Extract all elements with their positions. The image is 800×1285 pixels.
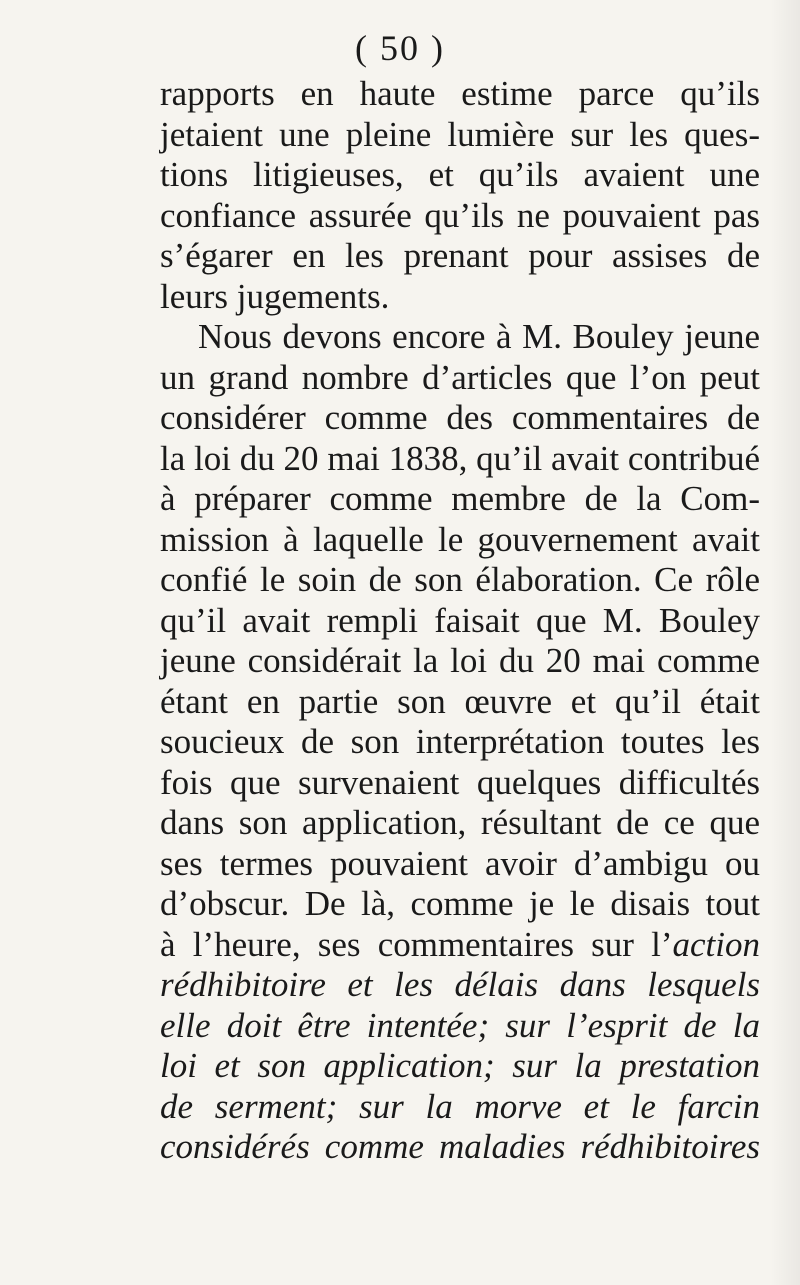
text-line: d’obscur. De là, comme je le disais tout	[160, 884, 760, 923]
italic-text: action	[672, 924, 760, 964]
text-line: ses termes pouvaient avoir d’ambigu ou	[160, 843, 760, 883]
text-line: à préparer comme membre de la Com-	[160, 479, 760, 518]
text-line: dans son application, résultant de ce que	[160, 803, 760, 842]
page-number: ( 50 )	[355, 28, 445, 68]
text-line: tions litigieuses, et qu’ils avaient une	[160, 155, 760, 194]
text-line: qu’il avait rempli faisait que M. Bouley	[160, 600, 760, 640]
text-line: un grand nombre d’articles que l’on peut	[160, 357, 760, 397]
text-line: mission à laquelle le gouvernement avait	[160, 519, 760, 559]
italic-text-line: rédhibitoire et les délais dans lesquels	[160, 965, 760, 1004]
text-line: considérer comme des commentaires de	[160, 398, 760, 437]
text-line: la loi du 20 mai 1838, qu’il avait contribué	[160, 438, 760, 478]
text-line: soucieux de son interprétation toutes les	[160, 722, 760, 761]
text-line: fois que survenaient quelques difficultés	[160, 762, 760, 802]
text-line: étant en partie son œuvre et qu’il était	[160, 681, 760, 721]
mixed-text-line	[160, 925, 760, 966]
italic-text-line: loi et son application; sur la prestation	[160, 1046, 760, 1085]
text-line: confiance assurée qu’ils ne pouvaient pas	[160, 195, 760, 235]
page-edge-shadow	[770, 0, 800, 1285]
text-line: confié le soin de son élaboration. Ce rôle	[160, 560, 760, 599]
italic-text-line: de serment; sur la morve et le farcin	[160, 1086, 760, 1126]
roman-text: à l’heure, ses commentaires sur l’	[160, 924, 673, 964]
text-line: s’égarer en les prenant pour assises de	[160, 236, 760, 275]
text-line: jeune considérait la loi du 20 mai comme	[160, 641, 760, 680]
text-line: rapports en haute estime parce qu’ils	[160, 74, 760, 113]
paragraph-end-line: leurs jugements.	[160, 276, 390, 316]
italic-text-line: considérés comme maladies rédhibitoires	[160, 1127, 760, 1166]
italic-text-line: elle doit être intentée; sur l’esprit de la	[160, 1005, 760, 1045]
paragraph-start-line: Nous devons encore à M. Bouley jeune	[198, 317, 760, 356]
text-line: jetaient une pleine lumière sur les ques-	[160, 114, 760, 154]
body-text	[160, 74, 760, 1168]
